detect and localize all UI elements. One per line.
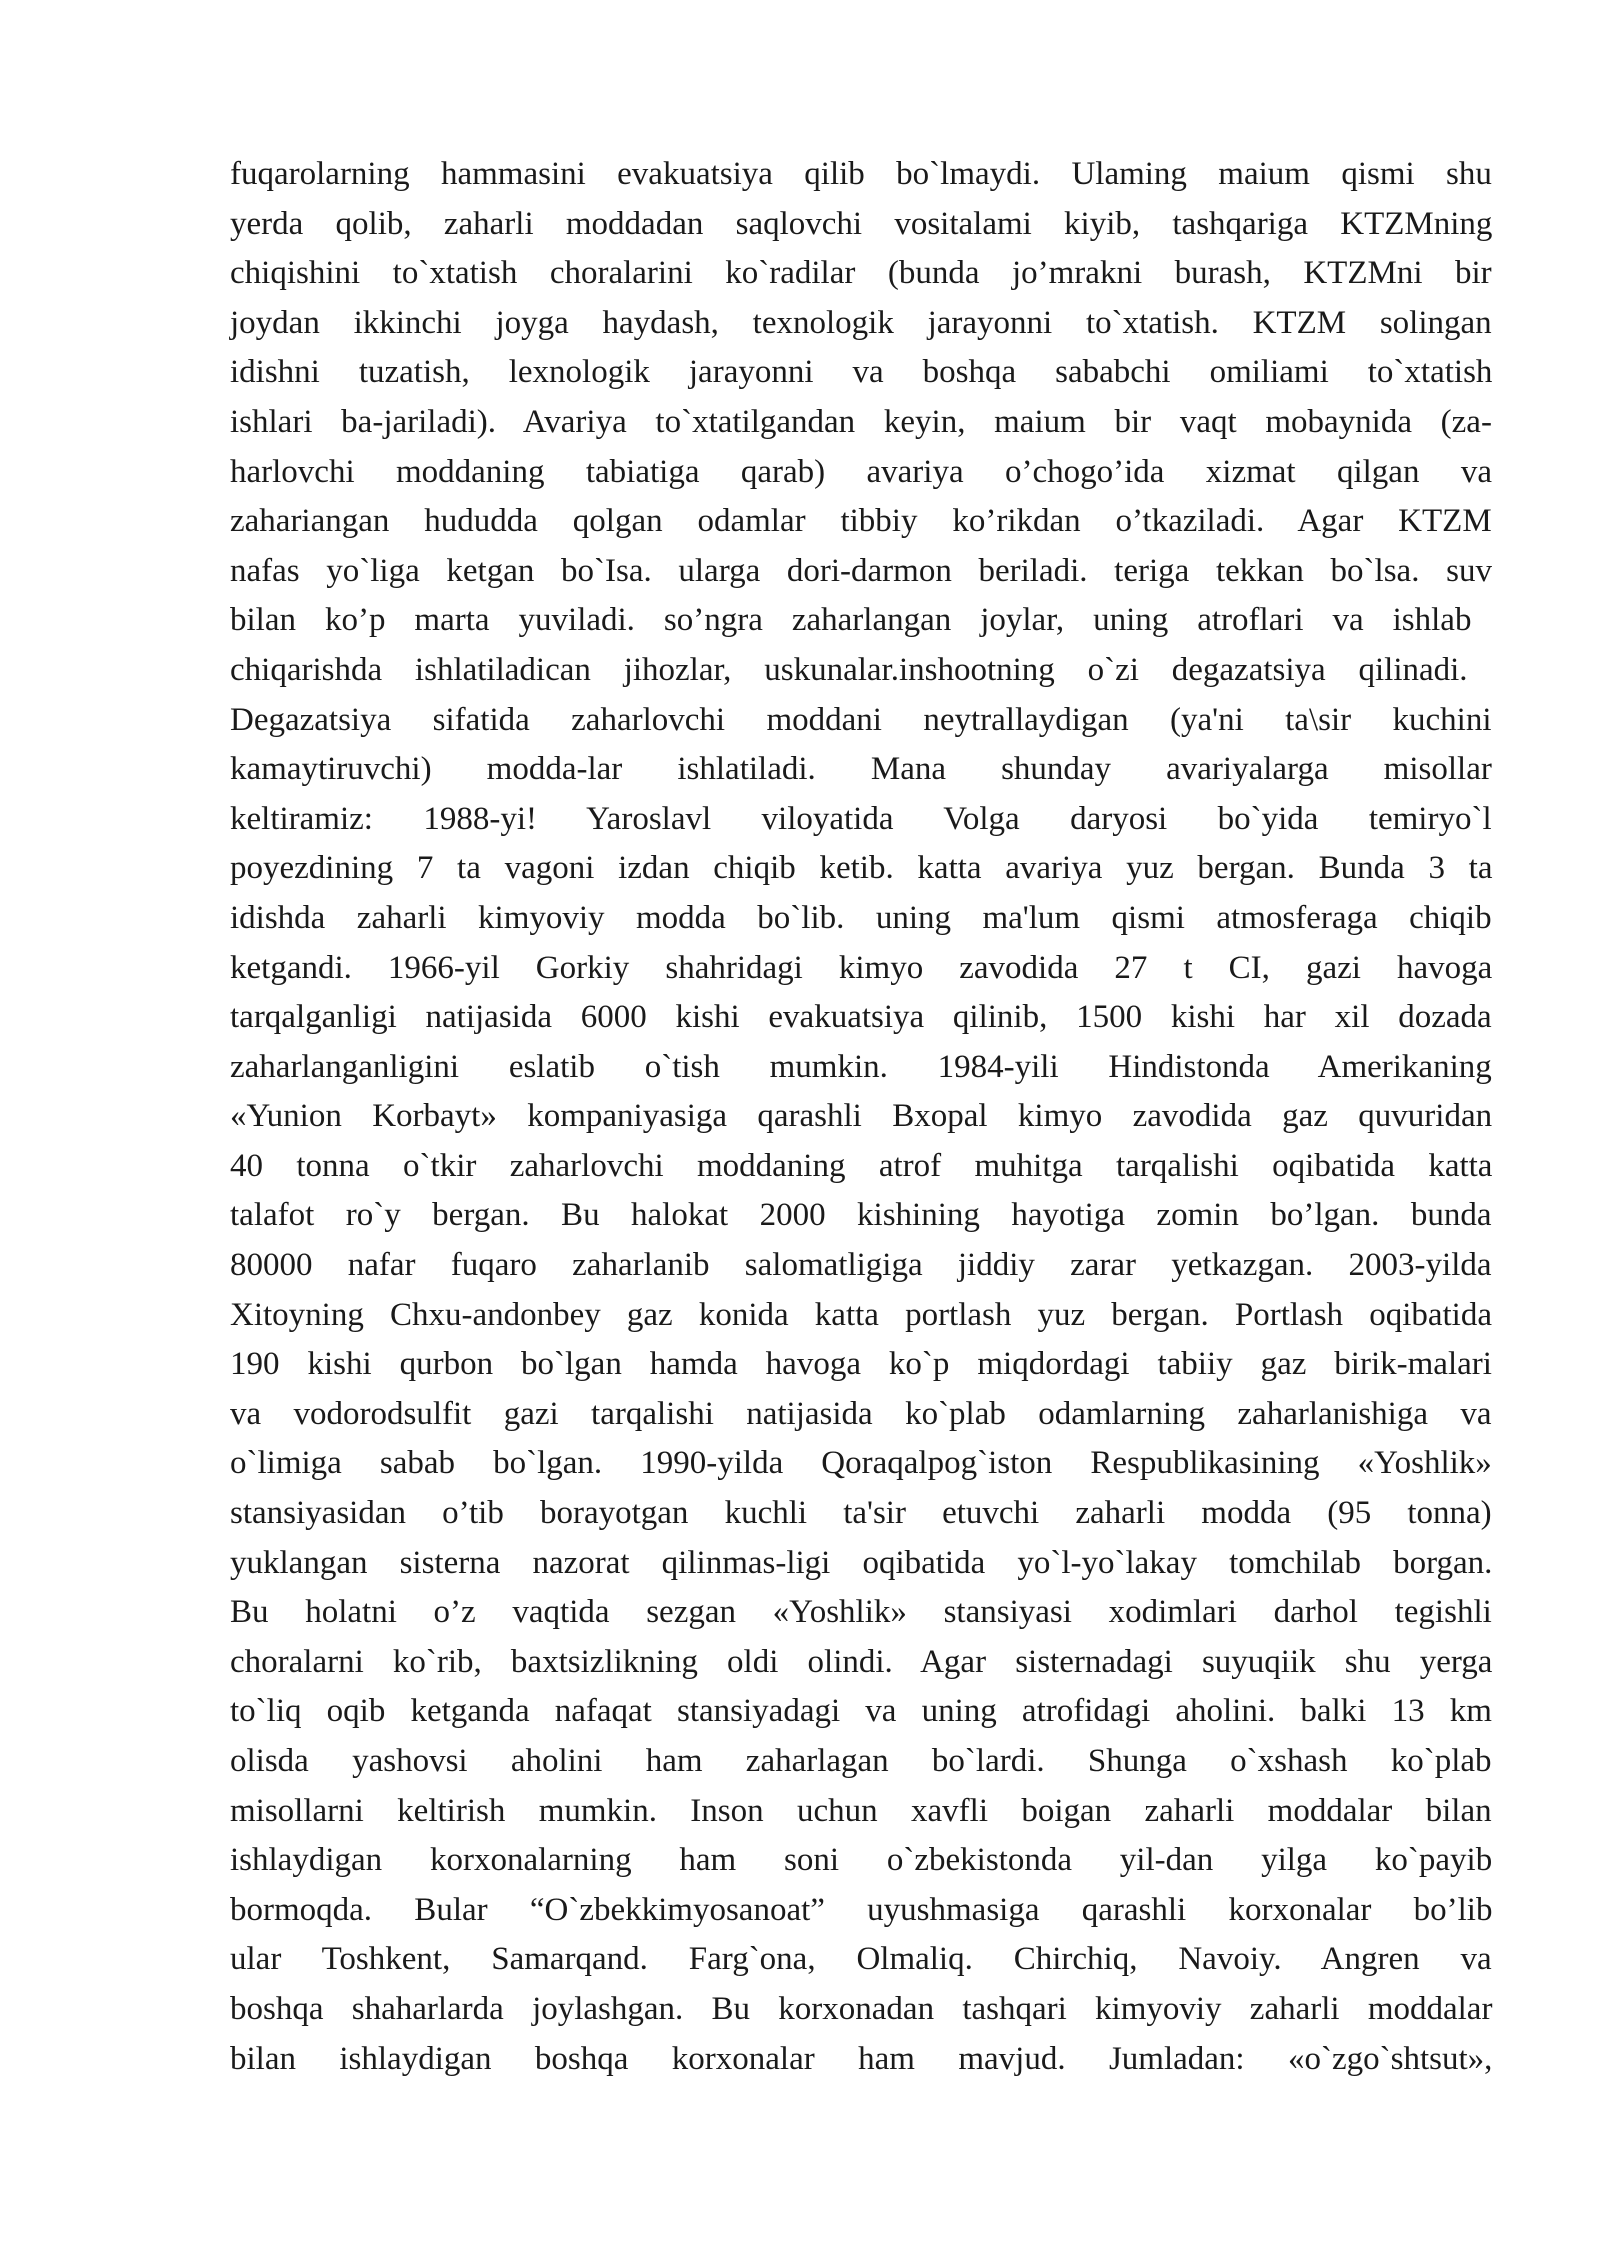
text-line: ketgandi. 1966-yil Gorkiy shahridagi kimyo zavodida 27 t CI, gazi havoga [230, 949, 1493, 986]
text-line: keltiramiz: 1988-yi! Yaroslavl viloyatida Volga daryosi bo`yida temiryo`l [230, 800, 1492, 837]
text-line: zahariangan hududda qolgan odamlar tibbiy ko’rikdan o’tkaziladi. Agar KTZM [230, 503, 1492, 540]
text-line: Degazatsiya sifatida zaharlovchi moddani neytrallaydigan (ya'ni ta\sir kuchini [230, 701, 1492, 738]
text-line: «Yunion Korbayt» kompaniyasiga qarashli Bxopal kimyo zavodida gaz quvuridan [230, 1098, 1493, 1135]
text-line: boshqa shaharlarda joylashgan. Bu korxonadan tashqari kimyoviy zaharli moddalar [230, 1990, 1493, 2027]
text-line: chiqarishda ishlatiladican jihozlar, uskunalar.inshootning o`zi degazatsiya qilinadi. [230, 651, 1468, 688]
text-line: olisda yashovsi aholini ham zaharlagan bo`lardi. Shunga o`xshash ko`plab [230, 1743, 1492, 1779]
text-line: ular Toshkent, Samarqand. Farg`ona, Olmaliq. Chirchiq, Navoiy. Angren va [230, 1941, 1492, 1978]
text-line: poyezdining 7 ta vagoni izdan chiqib ketib. katta avariya yuz bergan. Bunda 3 ta [230, 850, 1493, 887]
text-line: yerda qolib, zaharli moddadan saqlovchi vositalami kiyib, tashqariga KTZMning [230, 205, 1493, 242]
text-line: fuqarolarning hammasini evakuatsiya qilib bo`lmaydi. Ulaming maium qismi shu [230, 156, 1492, 192]
text-line: bormoqda. Bular “O`zbekkimyosanoat” uyushmasiga qarashli korxonalar bo’lib [230, 1891, 1493, 1928]
text-line: idishni tuzatish, lexnologik jarayonni va boshqa sababchi omiliami to`xtatish [230, 354, 1493, 391]
text-line: tarqalganligi natijasida 6000 kishi evakuatsiya qilinib, 1500 kishi har xil dozada [230, 999, 1492, 1036]
text-line: va vodorodsulfit gazi tarqalishi natijasida ko`plab odamlarning zaharlanishiga va [230, 1395, 1492, 1432]
text-line: talafot ro`y bergan. Bu halokat 2000 kishining hayotiga zomin bo’lgan. bunda [230, 1197, 1492, 1234]
text-line: harlovchi moddaning tabiatiga qarab) avariya o’chogo’ida xizmat qilgan va [230, 453, 1492, 490]
text-line: idishda zaharli kimyoviy modda bo`lib. uning ma'lum qismi atmosferaga chiqib [230, 899, 1492, 936]
text-line: to`liq oqib ketganda nafaqat stansiyadagi va uning atrofidagi aholini. balki 13 km [230, 1693, 1492, 1730]
text-line: Bu holatni o’z vaqtida sezgan «Yoshlik» stansiyasi xodimlari darhol tegishli [230, 1594, 1492, 1631]
text-line: 40 tonna o`tkir zaharlovchi moddaning atrof muhitga tarqalishi oqibatida katta [230, 1147, 1493, 1184]
text-line: joydan ikkinchi joyga haydash, texnologik jarayonni to`xtatish. KTZM solingan [230, 304, 1492, 341]
text-line: misollarni keltirish mumkin. Inson uchun xavfli boigan zaharli moddalar bilan [230, 1792, 1492, 1829]
text-line: zaharlanganligini eslatib o`tish mumkin. 1984-yili Hindistonda Amerikaning [230, 1048, 1492, 1085]
text-line: stansiyasidan o’tib borayotgan kuchli ta'sir etuvchi zaharli modda (95 tonna) [230, 1495, 1492, 1532]
text-line: yuklangan sisterna nazorat qilinmas-ligi oqibatida yo`l-yo`lakay tomchilab borgan. [230, 1544, 1493, 1581]
text-line: 80000 nafar fuqaro zaharlanib salomatligiga jiddiy zarar yetkazgan. 2003-yilda [230, 1247, 1492, 1284]
text-line: bilan ko’p marta yuviladi. so’ngra zaharlangan joylar, uning atroflari va ishlab [230, 602, 1472, 639]
text-line: ishlaydigan korxonalarning ham soni o`zbekistonda yil-dan yilga ko`payib [230, 1842, 1493, 1879]
body-text [230, 150, 1492, 2084]
text-line: o`limiga sabab bo`lgan. 1990-yilda Qoraqalpog`iston Respublikasining «Yoshlik» [230, 1445, 1492, 1482]
text-line: Xitoyning Chxu-andonbey gaz konida katta portlash yuz bergan. Portlash oqibatida [230, 1296, 1492, 1333]
text-line: choralarni ko`rib, baxtsizlikning oldi olindi. Agar sisternadagi suyuqiik shu yerga [230, 1643, 1493, 1680]
text-line: kamaytiruvchi) modda-lar ishlatiladi. Mana shunday avariyalarga misollar [230, 751, 1492, 788]
text-line: ishlari ba-jariladi). Avariya to`xtatilgandan keyin, maium bir vaqt mobaynida (za- [230, 403, 1492, 440]
text-line: nafas yo`liga ketgan bo`Isa. ularga dori-darmon beriladi. teriga tekkan bo`lsa. suv [230, 552, 1492, 589]
text-line: 190 kishi qurbon bo`lgan hamda havoga ko`p miqdordagi tabiiy gaz birik-malari [230, 1346, 1492, 1383]
text-line: bilan ishlaydigan boshqa korxonalar ham mavjud. Jumladan: «o`zgo`shtsut», [230, 2040, 1493, 2077]
text-line: chiqishini to`xtatish choralarini ko`radilar (bunda jo’mrakni burash, KTZMni bir [230, 255, 1492, 292]
